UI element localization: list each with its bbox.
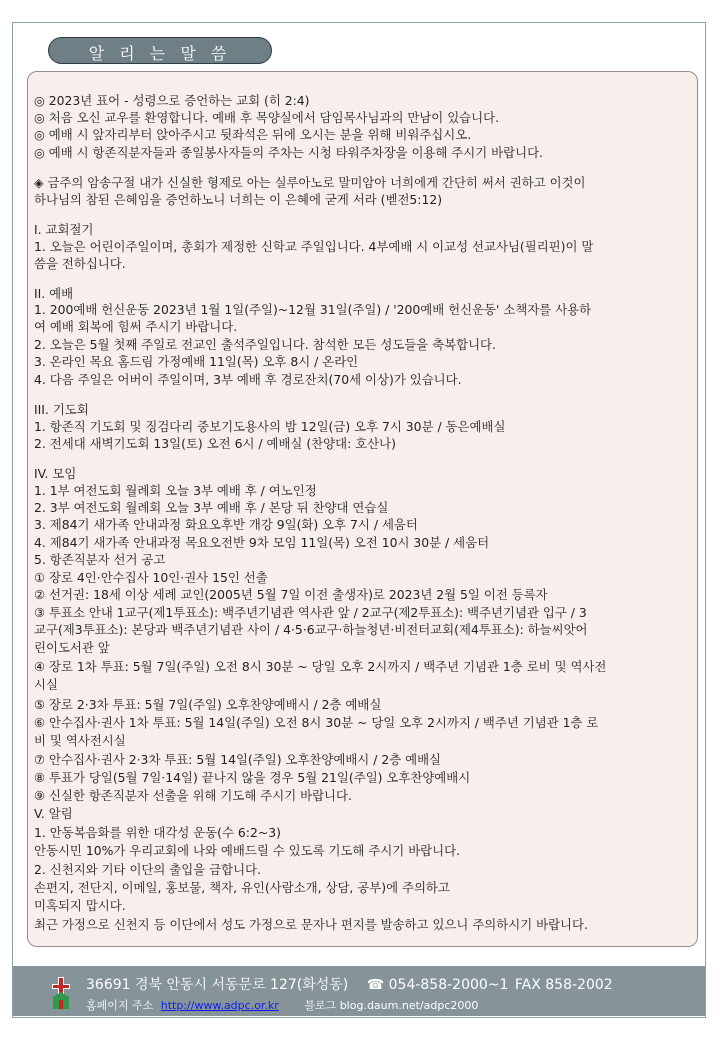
announcement-line: 교구(제3투표소): 본당과 백주년기념관 사이 / 4·5·6교구·하늘청년·비전터교회(제4투표소): 하늘씨앗어 <box>34 622 588 637</box>
announcement-line: 2. 3부 여전도회 월례회 오늘 3부 예배 후 / 본당 뒤 찬양대 연습실 <box>34 500 389 515</box>
announcement-line: 미혹되지 맙시다. <box>34 898 126 913</box>
announcement-line: IV. 모임 <box>34 466 77 481</box>
phone-number: ☎ 054-858-2000~1 <box>366 977 509 993</box>
announcement-line: 최근 가정으로 신천지 등 이단에서 성도 가정으로 문자나 편지를 발송하고 있으니 주의하시기 바랍니다. <box>34 917 588 932</box>
announcement-line: ② 선거권: 18세 이상 세례 교인(2005년 5월 7일 이전 출생자)로 2023년 2월 5일 이전 등록자 <box>34 587 548 602</box>
homepage-link[interactable]: http://www.adpc.or.kr <box>160 999 279 1012</box>
announcement-line: I. 교회절기 <box>34 222 94 237</box>
announcement-line: ◎ 2023년 표어 - 성령으로 증언하는 교회 (히 2:4) <box>34 93 310 108</box>
announcement-line: ◎ 예배 시 앞자리부터 앉아주시고 뒷좌석은 뒤에 오시는 분을 위해 비워주십시오. <box>34 127 472 142</box>
announcement-line: 2. 전세대 새벽기도회 13일(토) 오전 6시 / 예배실 (찬양대: 호산나) <box>34 436 396 451</box>
announcement-line: ⑥ 안수집사·권사 1차 투표: 5월 14일(주일) 오전 8시 30분 ~ 당일 오후 2시까지 / 백주년 기념관 1층 로 <box>34 715 599 730</box>
announcement-line: 손편지, 전단지, 이메일, 홍보물, 책자, 유인(사람소개, 상담, 공부)에 주의하고 <box>34 880 450 895</box>
section-title <box>48 37 272 64</box>
announcement-line: 1. 안동복음화를 위한 대각성 운동(수 6:2~3) <box>34 825 281 840</box>
announcement-line: 4. 다음 주일은 어버이 주일이며, 3부 예배 후 경로잔치(70세 이상)가 있습니다. <box>34 372 462 387</box>
announcement-line: II. 예배 <box>34 286 74 301</box>
announcement-line: 4. 제84기 새가족 안내과정 목요오전반 9차 모임 11일(목) 오전 10시 30분 / 세움터 <box>34 535 490 550</box>
announcement-line: 2. 신천지와 기타 이단의 출입을 금합니다. <box>34 862 261 877</box>
announcement-line: ③ 투표소 안내 1교구(제1투표소): 백주년기념관 역사관 앞 / 2교구(제2투표소): 백주년기념관 입구 / 3 <box>34 605 587 620</box>
homepage-info <box>86 997 478 1013</box>
announcement-line: 린이도서관 앞 <box>34 640 110 655</box>
announcement-line: ◎ 예배 시 항존직분자들과 종일봉사자들의 주차는 시청 타워주차장을 이용해 주시기 바랍니다. <box>34 145 543 160</box>
announcement-line: ⑨ 신실한 항존직분자 선출을 위해 기도해 주시기 바랍니다. <box>34 788 352 803</box>
announcement-line: ⑦ 안수집사·권사 2·3차 투표: 5월 14일(주일) 오후찬양예배시 / 2층 예배실 <box>34 752 442 767</box>
fax-number: FAX 858-2002 <box>514 977 613 993</box>
announcement-line: ◈ 금주의 암송구절 내가 신실한 형제로 아는 실루아노로 말미암아 너희에게 간단히 써서 권하고 이것이 <box>34 175 586 190</box>
address-text: 36691 경북 안동시 서동문로 127(화성동) <box>86 977 349 993</box>
announcement-line: V. 알림 <box>34 806 73 821</box>
announcement-line: 1. 1부 여전도회 월례회 오늘 3부 예배 후 / 여노인정 <box>34 483 317 498</box>
homepage-label: 홈페이지 주소 <box>86 999 154 1012</box>
announcement-line: ⑤ 장로 2·3차 투표: 5월 7일(주일) 오후찬양예배시 / 2층 예배실 <box>34 697 382 712</box>
announcement-line: 1. 오늘은 어린이주일이며, 총회가 제정한 신학교 주일입니다. 4부예배 시 이교성 선교사님(필리핀)이 말 <box>34 239 594 254</box>
section-title-text: 알 리 는 말 씀 <box>88 44 232 63</box>
announcement-line: ① 장로 4인·안수집사 10인·권사 15인 선출 <box>34 570 268 585</box>
announcement-line: 1. 200예배 헌신운동 2023년 1월 1일(주일)~12월 31일(주일) / '200예배 헌신운동' 소책자를 사용하 <box>34 302 592 317</box>
church-address <box>86 974 613 994</box>
announcement-line: 3. 제84기 새가족 안내과정 화요오후반 개강 9일(화) 오후 7시 / 세움터 <box>34 517 418 532</box>
announcement-line: 비 및 역사전시실 <box>34 733 126 748</box>
announcement-line: ⑧ 투표가 당일(5월 7일·14일) 끝나지 않을 경우 5월 21일(주일) 오후찬양예배시 <box>34 770 471 785</box>
announcement-line: ④ 장로 1차 투표: 5월 7일(주일) 오전 8시 30분 ~ 당일 오후 2시까지 / 백주년 기념관 1층 로비 및 역사전 <box>34 659 607 674</box>
announcement-line: III. 기도회 <box>34 402 89 417</box>
announcement-line: 안동시민 10%가 우리교회에 나와 예배드릴 수 있도록 기도해 주시기 바랍니다. <box>34 843 461 858</box>
church-cross-icon <box>50 975 72 1011</box>
announcement-line: 하나님의 참된 은혜임을 증언하노니 너희는 이 은혜에 굳게 서라 (벧전5:12) <box>34 192 443 207</box>
announcement-line: 5. 항존직분자 선거 공고 <box>34 552 166 567</box>
blog-address: 블로그 blog.daum.net/adpc2000 <box>304 999 479 1012</box>
announcement-line: 2. 오늘은 5월 첫째 주일로 전교인 출석주일입니다. 참석한 모든 성도들을 축복합니다. <box>34 337 496 352</box>
announcement-line: ◎ 처음 오신 교우를 환영합니다. 예배 후 목양실에서 담임목사님과의 만남이 있습니다. <box>34 110 500 125</box>
announcement-line: 1. 항존직 기도회 및 징검다리 중보기도용사의 밤 12일(금) 오후 7시 30분 / 동은예배실 <box>34 419 506 434</box>
announcement-line: 씀을 전하십니다. <box>34 256 126 271</box>
announcement-line: 여 예배 회복에 힘써 주시기 바랍니다. <box>34 319 238 334</box>
announcement-line: 3. 온라인 목요 홈드림 가정예배 11일(목) 오후 8시 / 온라인 <box>34 354 359 369</box>
announcement-line: 시실 <box>34 677 58 692</box>
